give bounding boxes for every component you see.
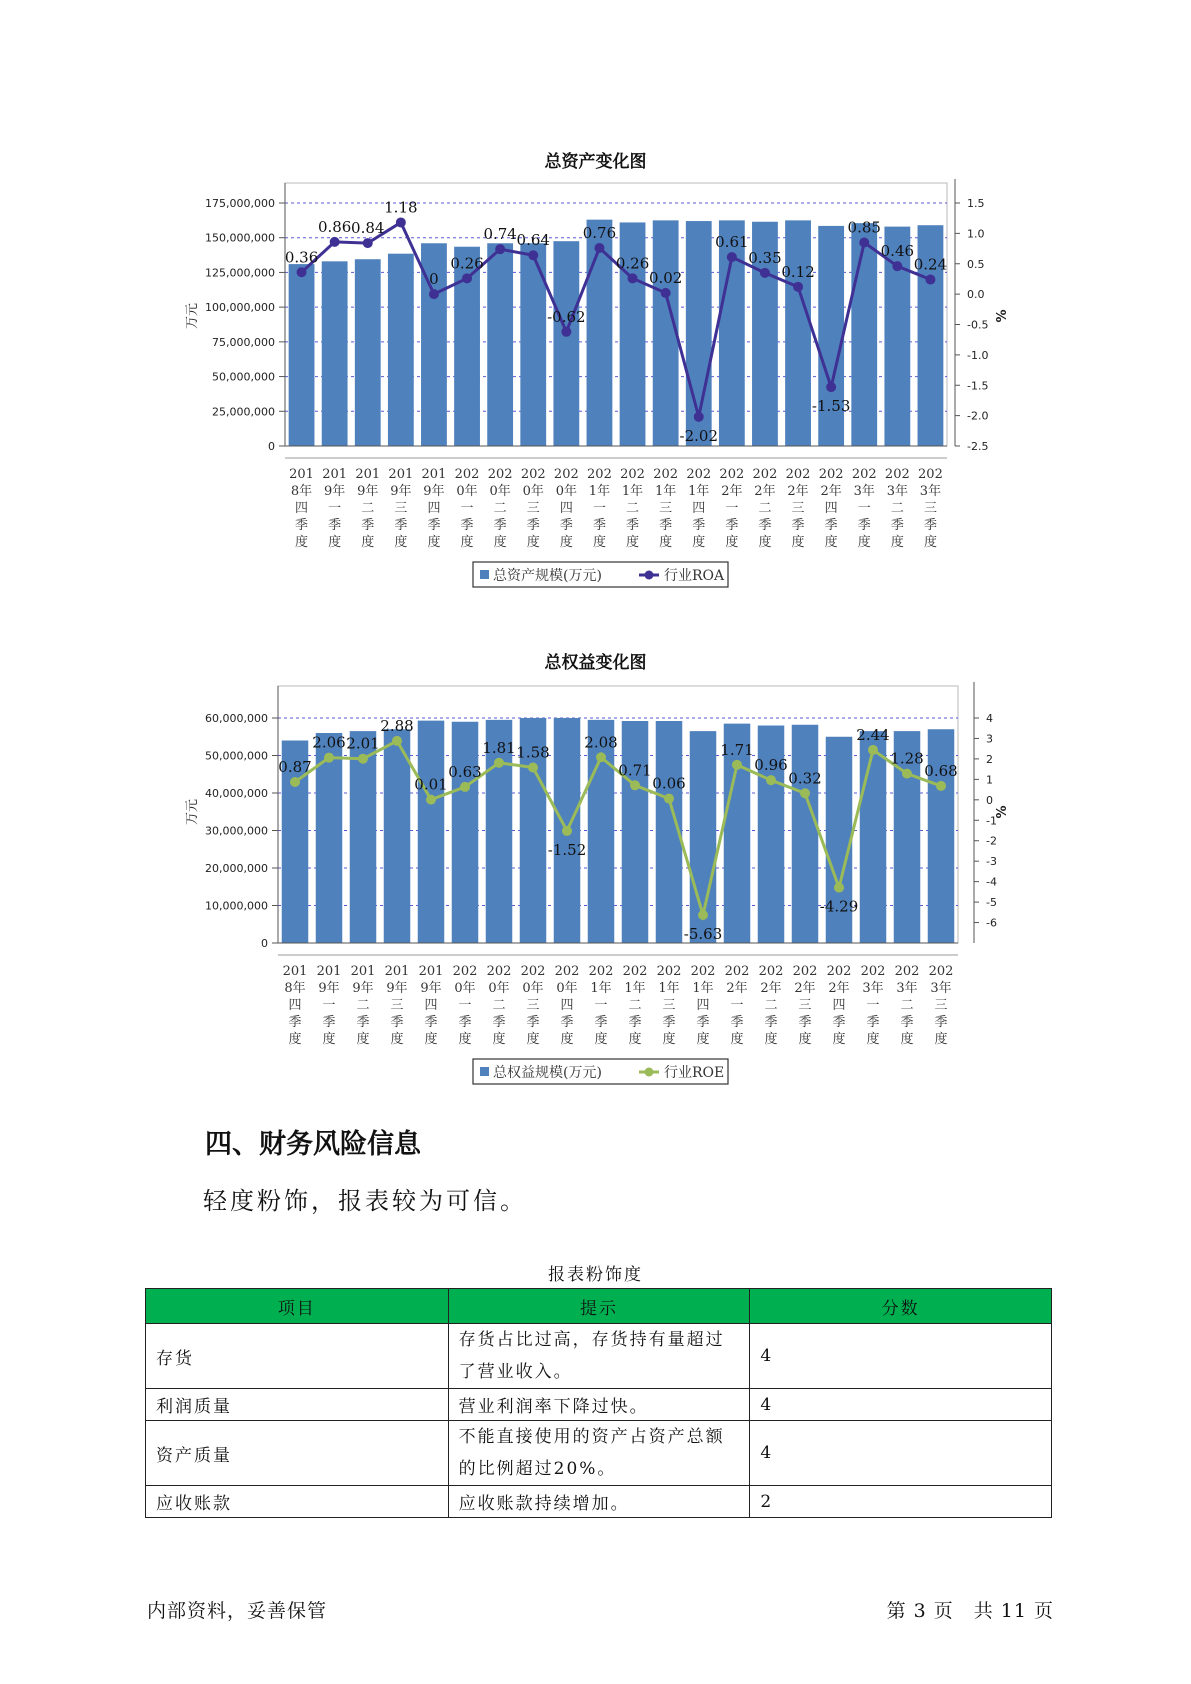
x-tick-label: 202 1年四季度: [686, 467, 712, 550]
bar: [388, 254, 414, 446]
line-point: [358, 754, 368, 764]
data-label: 0.71: [618, 761, 652, 780]
data-label: 0.01: [414, 775, 448, 794]
x-tick-label: 202 2年一季度: [719, 467, 745, 550]
line-point: [892, 261, 902, 271]
y2-tick-label: 0.5: [967, 257, 985, 271]
x-tick-label: 202 2年四季度: [826, 964, 852, 1047]
legend-line-label: 行业ROA: [664, 568, 725, 584]
data-label: -1.53: [811, 397, 851, 416]
x-tick-label: 201 9年二季度: [350, 964, 376, 1047]
y2-tick-label: 0.0: [967, 288, 985, 302]
bar: [452, 722, 479, 943]
x-tick-label: 202 1年二季度: [620, 467, 645, 550]
x-tick-label: 202 3年三季度: [918, 467, 943, 550]
data-label: 0.64: [516, 231, 550, 250]
table-header-score: 分数: [750, 1289, 1052, 1324]
line-point: [297, 267, 307, 277]
line-point: [528, 250, 538, 260]
x-tick-label: 202 1年三季度: [656, 964, 682, 1047]
table-row: [146, 1486, 1052, 1518]
data-label: 0.74: [483, 225, 517, 244]
row-item: 资产质量: [146, 1421, 449, 1486]
line-point: [528, 763, 538, 773]
data-label: 1.58: [516, 743, 550, 762]
legend-bar-swatch: [480, 570, 489, 579]
x-tick-label: 202 0年三季度: [520, 964, 546, 1047]
x-tick-label: 202 3年二季度: [884, 467, 910, 550]
line-point: [429, 289, 439, 299]
table-caption: 报表粉饰度: [548, 1265, 643, 1285]
row-score: 4: [750, 1389, 1052, 1421]
y2-tick-label: -5: [986, 896, 997, 910]
bar: [418, 721, 445, 943]
y-tick-label: 0: [261, 937, 268, 950]
section-text: 轻度粉饰，报表较为可信。: [203, 1187, 527, 1215]
legend-bar-swatch: [480, 1067, 489, 1076]
table-header-item: 项目: [146, 1289, 449, 1324]
y2-tick-label: -2.0: [967, 409, 989, 423]
data-label: 1.28: [890, 749, 924, 768]
data-label: -2.02: [679, 426, 718, 445]
y2-tick-label: -4: [986, 875, 997, 889]
line-point: [868, 745, 878, 755]
y-tick-label: 50,000,000: [212, 370, 275, 384]
x-tick-label: 201 9年四季度: [418, 964, 444, 1047]
bar: [851, 223, 877, 446]
bar: [785, 220, 811, 446]
x-tick-label: 202 0年三季度: [520, 467, 546, 550]
x-tick-label: 202 0年二季度: [487, 467, 513, 550]
y-tick-label: 10,000,000: [205, 899, 268, 913]
bar: [860, 731, 887, 943]
data-label: 0.96: [754, 756, 788, 775]
x-tick-label: 201 9年三季度: [384, 964, 410, 1047]
y-tick-label: 150,000,000: [205, 231, 275, 245]
data-label: 0.32: [788, 769, 822, 788]
x-tick-label: 202 2年一季度: [724, 964, 750, 1047]
footer-confidential: 内部资料，妥善保管: [147, 1600, 328, 1622]
data-label: 0.68: [924, 761, 958, 780]
chart1-title: 总资产变化图: [544, 152, 647, 172]
section-heading: 四、财务风险信息: [205, 1129, 421, 1160]
line-point: [834, 883, 844, 893]
line-point: [330, 237, 340, 247]
y2-tick-label: 1: [986, 773, 993, 787]
line-point: [628, 273, 638, 283]
bar: [384, 729, 411, 943]
line-point: [495, 244, 505, 254]
y2-tick-label: 1.0: [967, 227, 985, 241]
y-tick-label: 0: [268, 440, 275, 453]
bar: [487, 243, 513, 446]
x-tick-label: 202 0年四季度: [553, 467, 579, 550]
x-tick-label: 201 9年二季度: [355, 467, 381, 550]
row-hint: 不能直接使用的资产占资产总额的比例超过20%。: [448, 1421, 750, 1486]
y2-tick-label: 2: [986, 752, 993, 766]
y2-tick-label: 4: [986, 712, 993, 725]
data-label: 2.88: [380, 716, 414, 735]
data-label: 0.06: [652, 774, 686, 793]
legend-bar-label: 总权益规模(万元): [493, 1065, 602, 1081]
data-label: 2.08: [584, 733, 618, 752]
data-label: 0.63: [448, 762, 482, 781]
line-point: [460, 782, 470, 792]
data-label: 0.76: [582, 223, 617, 242]
line-point: [727, 252, 737, 262]
x-tick-label: 202 1年四季度: [690, 964, 716, 1047]
data-label: 2.06: [312, 733, 346, 752]
data-label: 1.71: [720, 740, 754, 759]
line-point: [462, 273, 472, 283]
x-tick-label: 202 3年二季度: [894, 964, 920, 1047]
line-point: [392, 736, 402, 746]
data-label: 0.87: [278, 758, 312, 777]
line-point: [800, 788, 810, 798]
y2-tick-label: 0: [986, 793, 993, 807]
legend-line-marker: [645, 571, 654, 580]
line-point: [594, 243, 604, 253]
x-tick-label: 202 2年三季度: [792, 964, 818, 1047]
line-point: [630, 780, 640, 790]
y2-tick-label: -1: [986, 814, 997, 828]
line-point: [859, 237, 869, 247]
table-header-row: [146, 1289, 1052, 1324]
line-point: [826, 382, 836, 392]
x-tick-label: 202 1年一季度: [588, 964, 614, 1047]
x-tick-label: 202 3年一季度: [860, 964, 886, 1047]
x-tick-label: 201 8年四季度: [289, 467, 314, 550]
x-tick-label: 201 9年一季度: [316, 964, 342, 1047]
data-label: 0.86: [317, 217, 352, 236]
x-tick-label: 202 1年三季度: [653, 467, 679, 550]
y-tick-label: 75,000,000: [212, 335, 275, 349]
y2-tick-label: -0.5: [967, 318, 989, 332]
row-score: 2: [750, 1486, 1052, 1518]
table-header-hint: 提示: [448, 1289, 750, 1324]
line-point: [698, 910, 708, 920]
y2-tick-label: -3: [986, 855, 997, 869]
bar: [553, 241, 579, 446]
y-axis-title: 万元: [185, 302, 200, 330]
data-label: 0.24: [913, 255, 948, 274]
row-hint: 营业利润率下降过快。: [448, 1389, 750, 1421]
line-point: [324, 753, 334, 763]
y2-axis-title: %: [995, 805, 1010, 819]
y-tick-label: 30,000,000: [205, 824, 268, 838]
line-point: [561, 327, 571, 337]
y-tick-label: 40,000,000: [205, 787, 268, 800]
table-row: [146, 1324, 1052, 1389]
line-point: [596, 752, 606, 762]
y-tick-label: 20,000,000: [205, 862, 268, 875]
bar: [587, 220, 613, 446]
x-tick-label: 202 2年四季度: [818, 467, 844, 550]
x-tick-label: 202 2年二季度: [758, 964, 784, 1047]
legend-line-label: 行业ROE: [664, 1065, 725, 1081]
x-tick-label: 202 0年一季度: [452, 964, 478, 1047]
data-label: -5.63: [683, 924, 723, 943]
data-label: 0.26: [450, 254, 484, 273]
row-item: 存货: [146, 1324, 449, 1389]
data-label: 0.35: [748, 248, 782, 267]
line-point: [363, 238, 373, 248]
line-point: [661, 288, 671, 298]
data-label: 0.46: [880, 242, 915, 261]
data-label: 0.61: [715, 233, 749, 252]
data-label: 1.81: [482, 738, 516, 757]
x-tick-label: 202 2年二季度: [752, 467, 778, 550]
bar: [289, 264, 315, 446]
table-row: [146, 1421, 1052, 1486]
y-tick-label: 60,000,000: [205, 712, 268, 725]
x-tick-label: 202 0年二季度: [486, 964, 512, 1047]
y2-tick-label: 1.5: [967, 197, 985, 210]
line-point: [494, 758, 504, 768]
row-item: 应收账款: [146, 1486, 449, 1518]
data-label: 0.84: [351, 219, 385, 238]
row-item: 利润质量: [146, 1389, 449, 1421]
x-tick-label: 202 3年三季度: [928, 964, 954, 1047]
y-tick-label: 125,000,000: [205, 266, 275, 280]
y2-tick-label: -2: [986, 834, 997, 848]
line-point: [732, 760, 742, 770]
line-point: [936, 781, 946, 791]
line-point: [290, 777, 300, 787]
row-score: 4: [750, 1324, 1052, 1389]
total-assets-chart: [0, 170, 1191, 590]
line-point: [694, 412, 704, 422]
data-label: 0.02: [648, 268, 683, 287]
footer-page-number: 第 3 页 共 11 页: [886, 1600, 1054, 1622]
data-label: 1.18: [384, 198, 418, 217]
data-label: 0.85: [847, 218, 881, 237]
data-label: -4.29: [819, 897, 859, 916]
line-point: [793, 282, 803, 292]
bar: [622, 721, 649, 943]
bar: [355, 259, 381, 446]
line-point: [902, 769, 912, 779]
table-row: [146, 1389, 1052, 1421]
x-tick-label: 202 2年三季度: [785, 467, 811, 550]
data-label: 0: [429, 270, 439, 289]
data-label: 0.12: [781, 262, 815, 281]
x-tick-label: 201 9年三季度: [388, 467, 414, 550]
x-tick-label: 201 8年四季度: [282, 964, 308, 1047]
legend-bar-label: 总资产规模(万元): [493, 568, 602, 584]
line-point: [766, 775, 776, 785]
bar: [792, 725, 819, 943]
x-tick-label: 201 9年四季度: [421, 467, 447, 550]
data-label: 2.01: [346, 734, 380, 753]
y2-tick-label: 3: [986, 732, 993, 746]
x-tick-label: 201 9年一季度: [322, 467, 348, 550]
data-label: -1.52: [547, 840, 587, 859]
data-label: 2.44: [856, 725, 890, 744]
x-tick-label: 202 1年二季度: [622, 964, 648, 1047]
y-tick-label: 50,000,000: [205, 749, 268, 763]
y-tick-label: 175,000,000: [205, 197, 275, 210]
row-hint: 存货占比过高，存货持有量超过了营业收入。: [448, 1324, 750, 1389]
y2-axis-title: %: [995, 309, 1010, 323]
x-tick-label: 202 1年一季度: [587, 467, 612, 550]
data-label: -0.62: [547, 307, 586, 326]
x-tick-label: 202 3年一季度: [851, 467, 877, 550]
line-point: [664, 794, 674, 804]
data-label: 0.26: [615, 254, 650, 273]
x-tick-label: 202 0年四季度: [554, 964, 580, 1047]
data-label: 0.36: [284, 248, 319, 267]
y-tick-label: 25,000,000: [212, 405, 275, 419]
line-point: [396, 217, 406, 227]
row-score: 4: [750, 1421, 1052, 1486]
total-equity-chart: [0, 671, 1191, 1091]
y2-tick-label: -6: [986, 916, 997, 930]
bar: [653, 220, 679, 446]
y2-tick-label: -2.5: [967, 440, 989, 453]
chart2-title: 总权益变化图: [544, 653, 647, 673]
line-point: [562, 826, 572, 836]
x-tick-label: 202 0年一季度: [454, 467, 480, 550]
y2-tick-label: -1.0: [967, 348, 989, 362]
risk-table: [145, 1288, 1052, 1518]
y2-tick-label: -1.5: [967, 379, 989, 393]
line-point: [760, 268, 770, 278]
row-hint: 应收账款持续增加。: [448, 1486, 750, 1518]
line-point: [925, 275, 935, 285]
y-tick-label: 100,000,000: [205, 301, 275, 315]
y-axis-title: 万元: [185, 798, 200, 826]
legend-line-marker: [645, 1068, 654, 1077]
bar: [322, 261, 348, 446]
line-point: [426, 795, 436, 805]
